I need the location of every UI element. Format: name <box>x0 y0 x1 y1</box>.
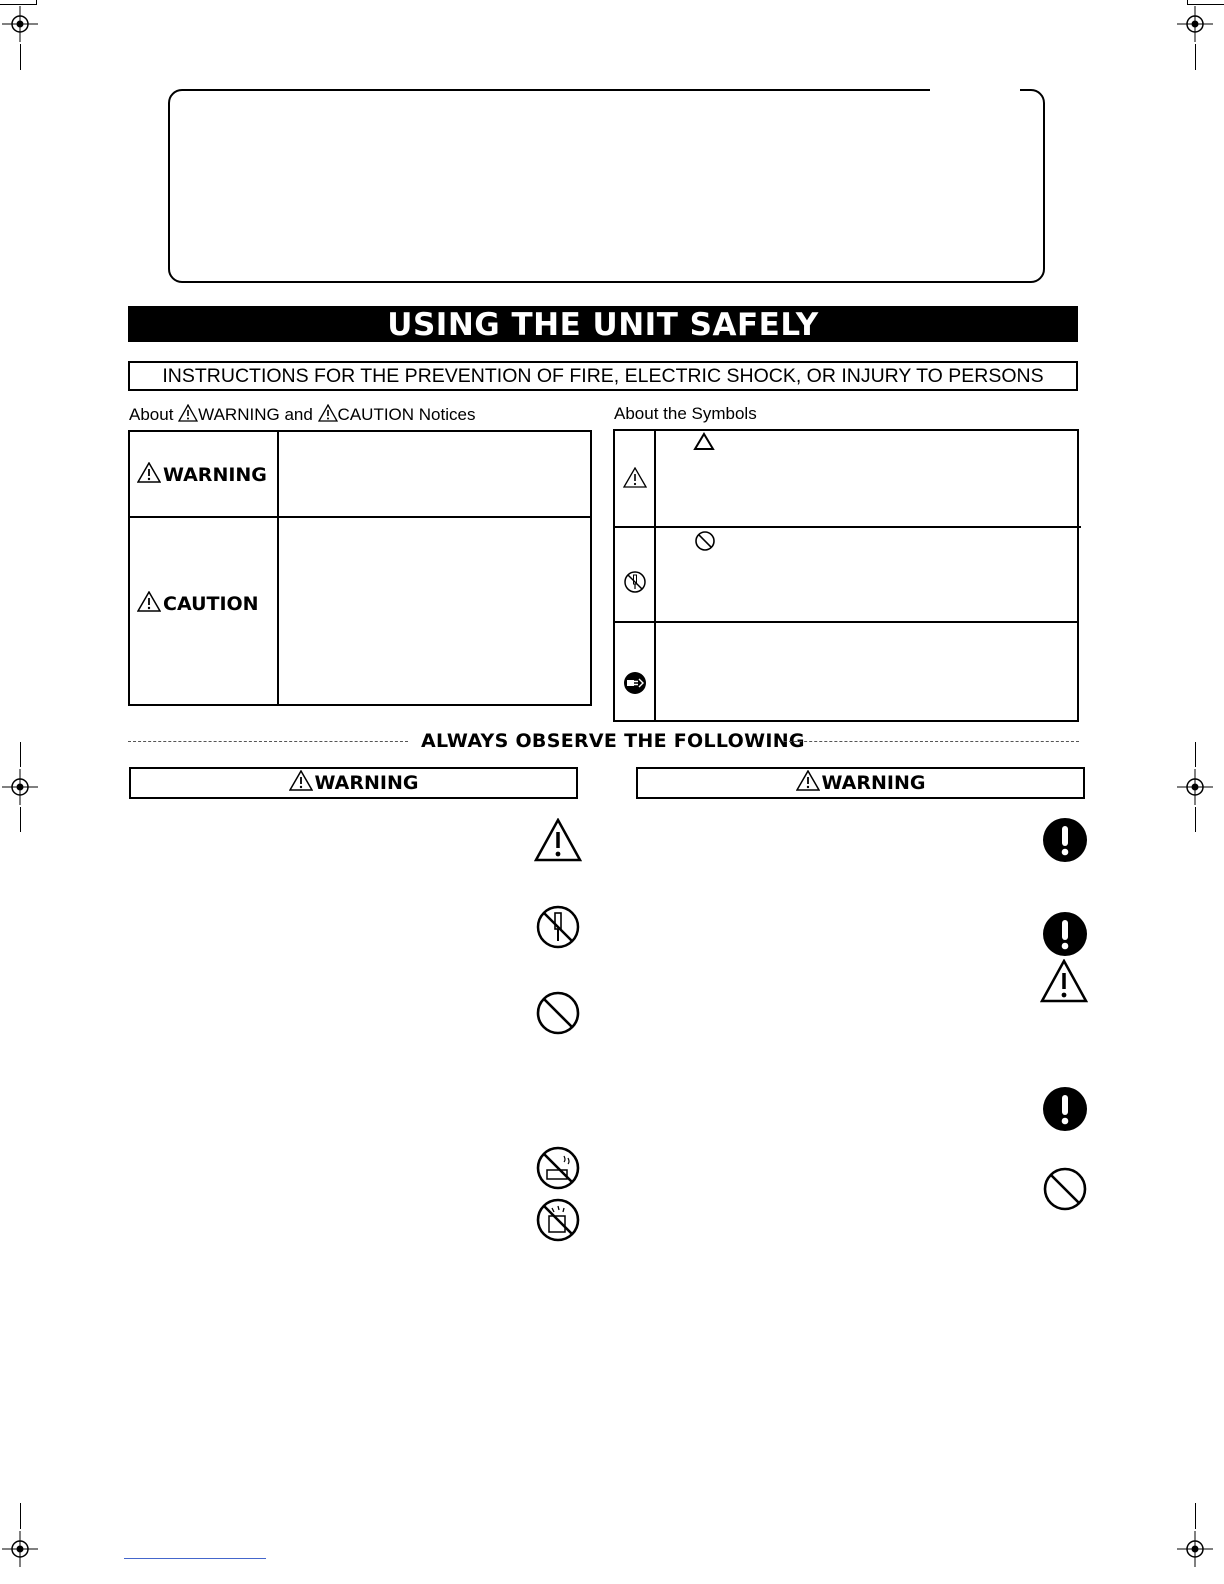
warning-triangle-icon <box>1040 959 1088 1007</box>
warning-triangle-icon <box>534 818 582 866</box>
mandatory-exclamation-icon <box>1043 818 1087 866</box>
registration-mark-top-left <box>0 4 40 44</box>
warning-triangle-icon <box>137 462 163 488</box>
warning-triangle-icon <box>137 591 163 617</box>
right-warning-header <box>636 767 1085 799</box>
about-caution-word: CAUTION <box>337 405 415 424</box>
warning-triangle-icon <box>796 770 822 796</box>
footer-rule <box>124 1558 266 1559</box>
notice-table-warning-label <box>137 462 267 488</box>
about-suffix: Notices <box>418 405 476 424</box>
no-disassemble-icon <box>536 905 580 953</box>
caution-label-text: CAUTION <box>163 593 259 615</box>
no-liquid-icon <box>536 1198 580 1246</box>
no-water-icon <box>536 1146 580 1194</box>
about-and-word: and <box>284 405 313 424</box>
about-symbols-heading: About the Symbols <box>614 404 757 423</box>
page-subtitle: INSTRUCTIONS FOR THE PREVENTION OF FIRE, ELECTRIC SHOCK, OR INJURY TO PERSONS <box>128 361 1078 391</box>
unplug-icon <box>623 671 647 699</box>
registration-mark-mid-left <box>0 767 40 807</box>
mandatory-exclamation-icon <box>1043 912 1087 960</box>
prohibited-icon <box>536 991 580 1039</box>
observe-divider-right <box>784 741 1079 742</box>
right-warning-header-text: WARNING <box>821 772 926 794</box>
notice-table-caution-label <box>137 591 259 617</box>
warning-triangle-icon <box>623 467 647 493</box>
warning-triangle-outline-icon <box>693 432 715 455</box>
about-prefix: About <box>129 405 174 424</box>
registration-mark-mid-right <box>1175 767 1215 807</box>
observe-divider-left <box>128 741 408 742</box>
registration-mark-bottom-right <box>1175 1529 1215 1569</box>
warning-triangle-icon <box>178 405 198 424</box>
symbols-table <box>613 429 1079 722</box>
about-notices-heading <box>129 404 475 425</box>
about-warning-word: WARNING <box>198 405 280 424</box>
no-disassemble-icon <box>623 570 647 598</box>
notice-box-gap <box>930 86 1020 92</box>
warning-triangle-icon <box>289 770 315 796</box>
page-title: USING THE UNIT SAFELY <box>128 306 1078 342</box>
notice-box <box>168 89 1045 283</box>
left-warning-header-text: WARNING <box>314 772 419 794</box>
observe-heading: ALWAYS OBSERVE THE FOLLOWING <box>421 730 805 752</box>
warning-triangle-icon <box>318 405 338 424</box>
prohibited-icon <box>1043 1167 1087 1215</box>
prohibited-icon <box>694 530 716 556</box>
mandatory-exclamation-icon <box>1043 1087 1087 1135</box>
warning-label-text: WARNING <box>163 464 267 486</box>
registration-mark-bottom-left <box>0 1529 40 1569</box>
left-warning-header <box>129 767 578 799</box>
registration-mark-top-right <box>1175 4 1215 44</box>
